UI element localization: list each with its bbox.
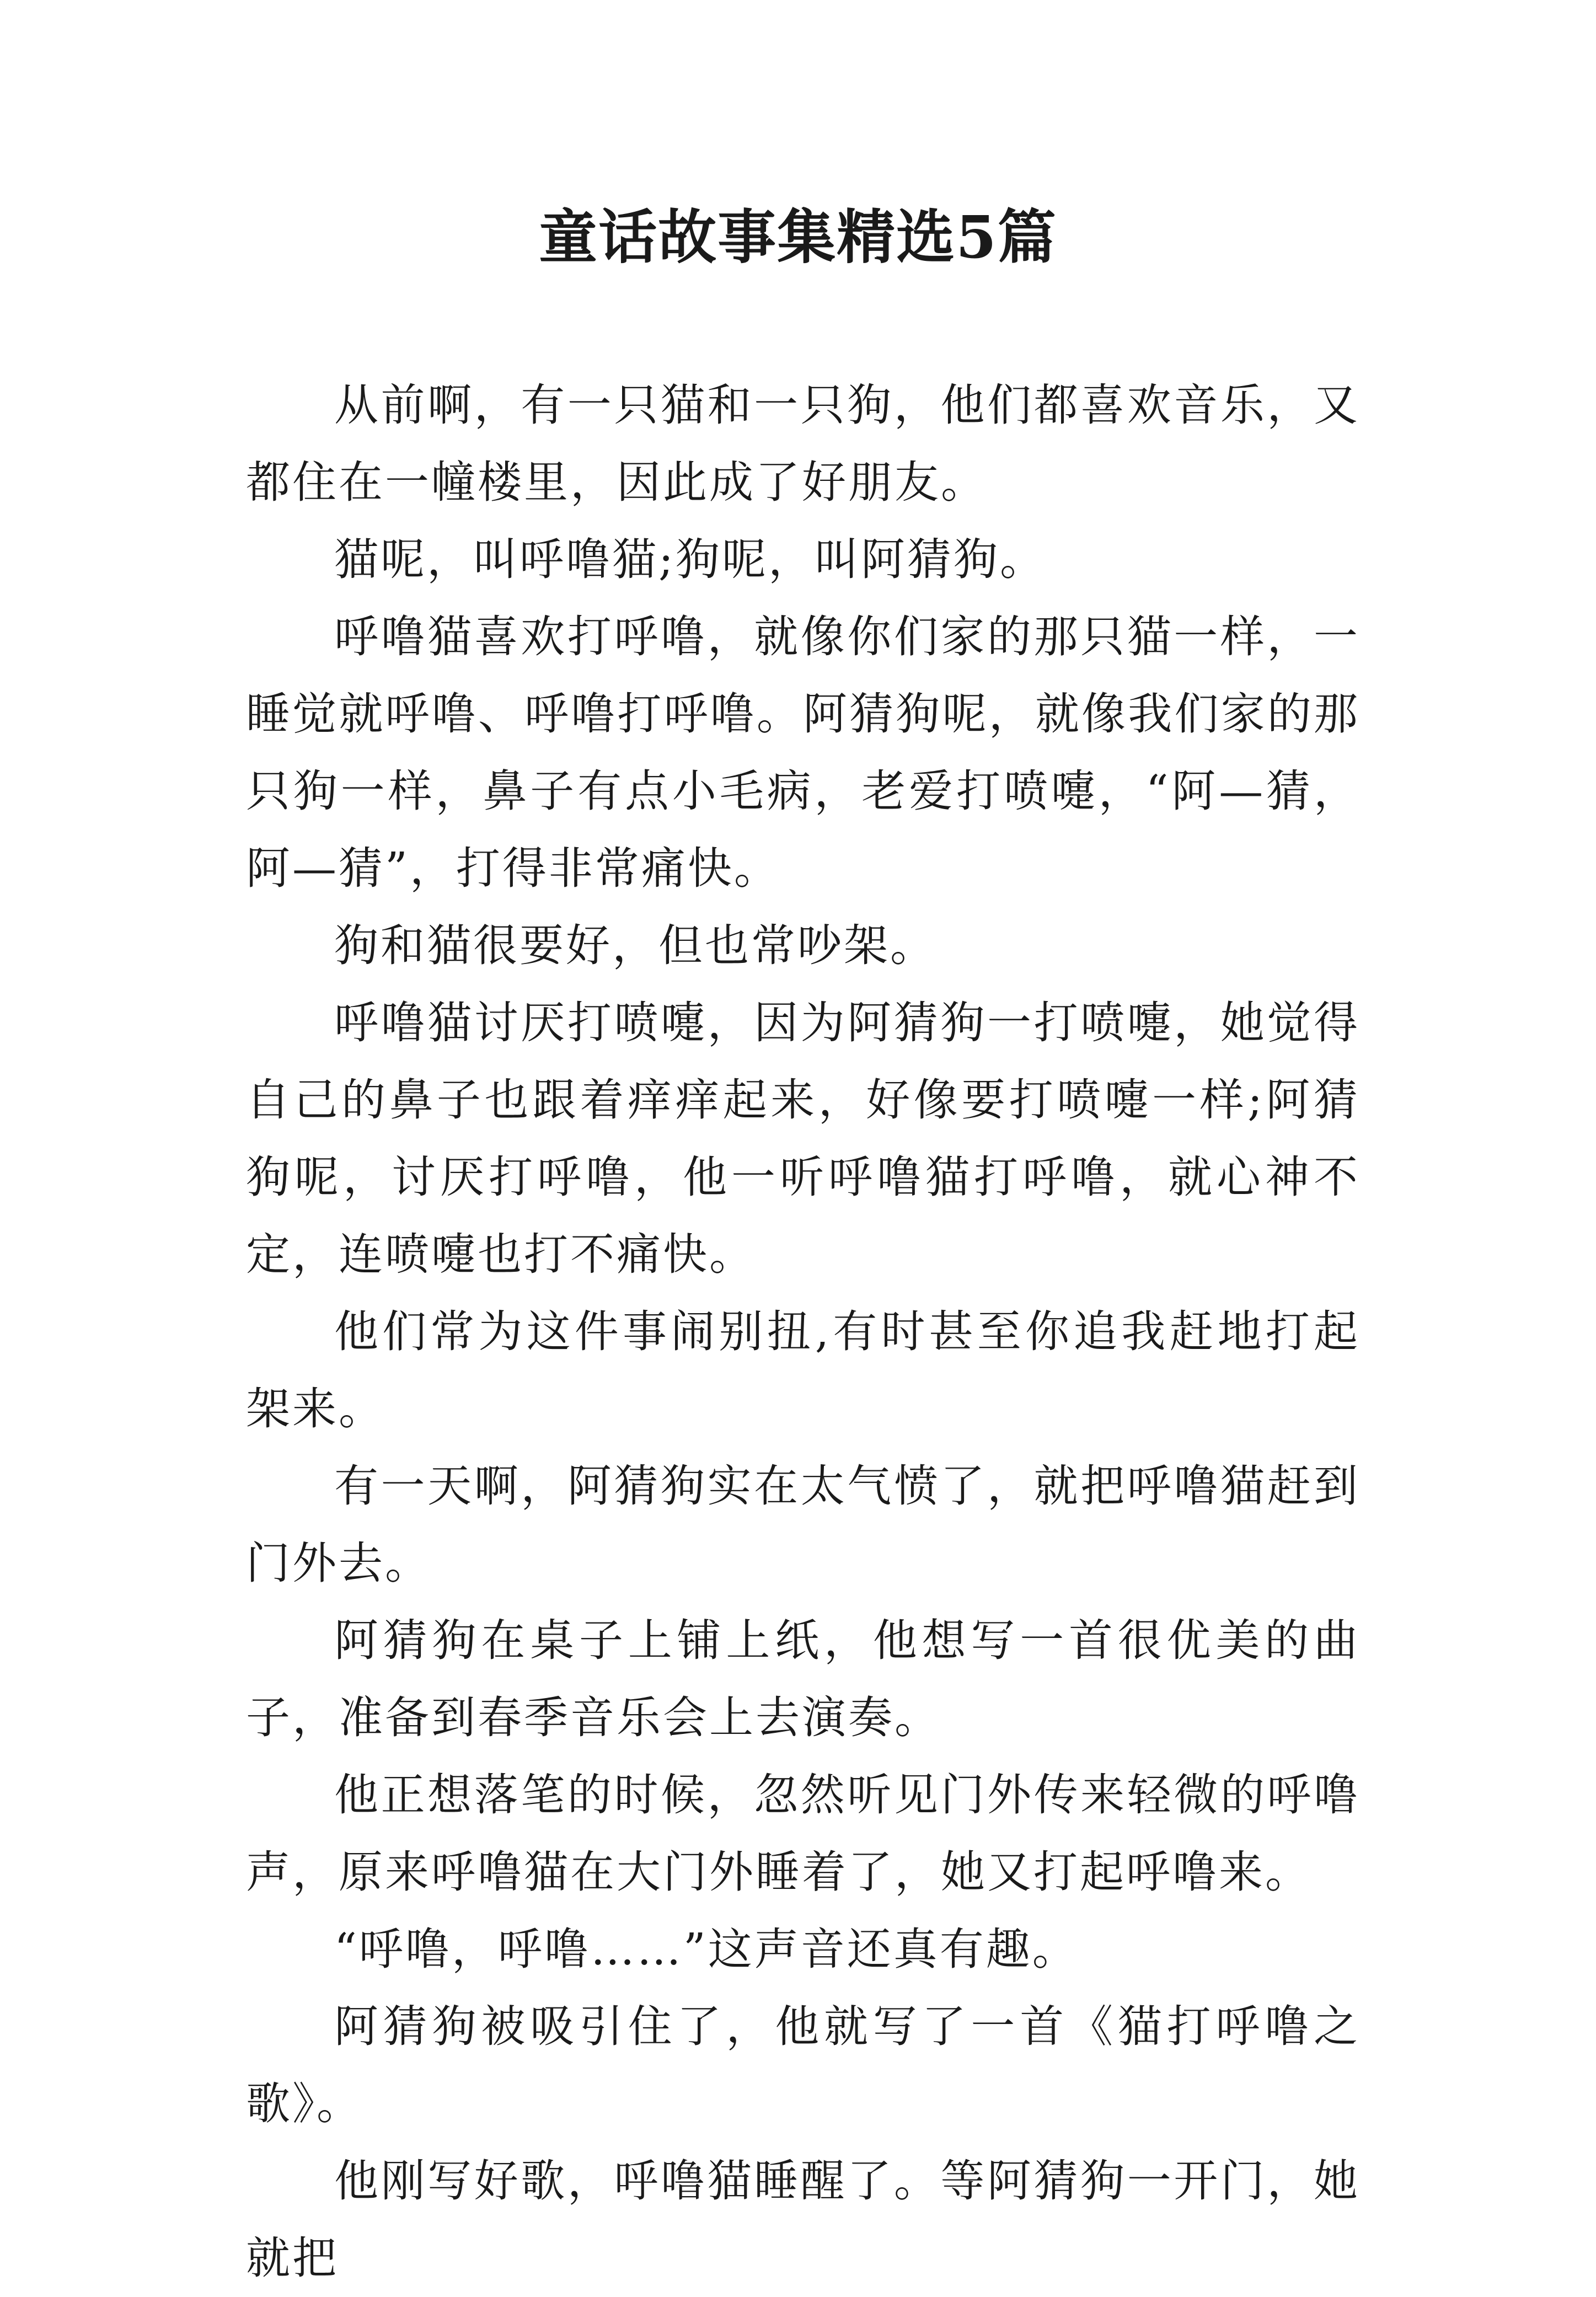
paragraph: 呼噜猫喜欢打呼噜，就像你们家的那只猫一样，一睡觉就呼噜、呼噜打呼噜。阿猜狗呢，就像我们家的那只狗一样，鼻子有点小毛病，老爱打喷嚏，“阿—猜，阿—猜”，打得非常痛快。 (246, 611, 1360, 894)
paragraph: 他正想落笔的时候，忽然听见门外传来轻微的呼噜声，原来呼噜猫在大门外睡着了，她又打起呼噜来。 (246, 1769, 1360, 1898)
paragraph: 他刚写好歌，呼噜猫睡醒了。等阿猜狗一开门，她就把 (246, 2155, 1360, 2284)
paragraph: 阿猜狗被吸引住了，他就写了一首《猫打呼噜之歌》。 (246, 2001, 1360, 2129)
paragraph: 猫呢，叫呼噜猫;狗呢，叫阿猜狗。 (334, 534, 1046, 585)
paragraph: 他们常为这件事闹别扭,有时甚至你追我赶地打起架来。 (246, 1306, 1360, 1434)
paragraph: 从前啊，有一只猫和一只狗，他们都喜欢音乐，又都住在一幢楼里，因此成了好朋友。 (246, 379, 1360, 508)
paragraph: 狗和猫很要好，但也常吵架。 (334, 920, 936, 971)
document-title: 童话故事集精选5篇 (539, 202, 1057, 271)
document-body (246, 367, 1360, 2297)
paragraph: 有一天啊，阿猜狗实在太气愤了，就把呼噜猫赶到门外去。 (246, 1460, 1360, 1589)
paragraph: 呼噜猫讨厌打喷嚏，因为阿猜狗一打喷嚏，她觉得自己的鼻子也跟着痒痒起来，好像要打喷嚏一样;阿猜狗呢，讨厌打呼噜，他一听呼噜猫打呼噜，就心神不定，连喷嚏也打不痛快。 (246, 997, 1360, 1280)
paragraph: 阿猜狗在桌子上铺上纸，他想写一首很优美的曲子，准备到春季音乐会上去演奏。 (246, 1615, 1360, 1743)
paragraph: “呼噜，呼噜……”这声音还真有趣。 (334, 1924, 1079, 1975)
